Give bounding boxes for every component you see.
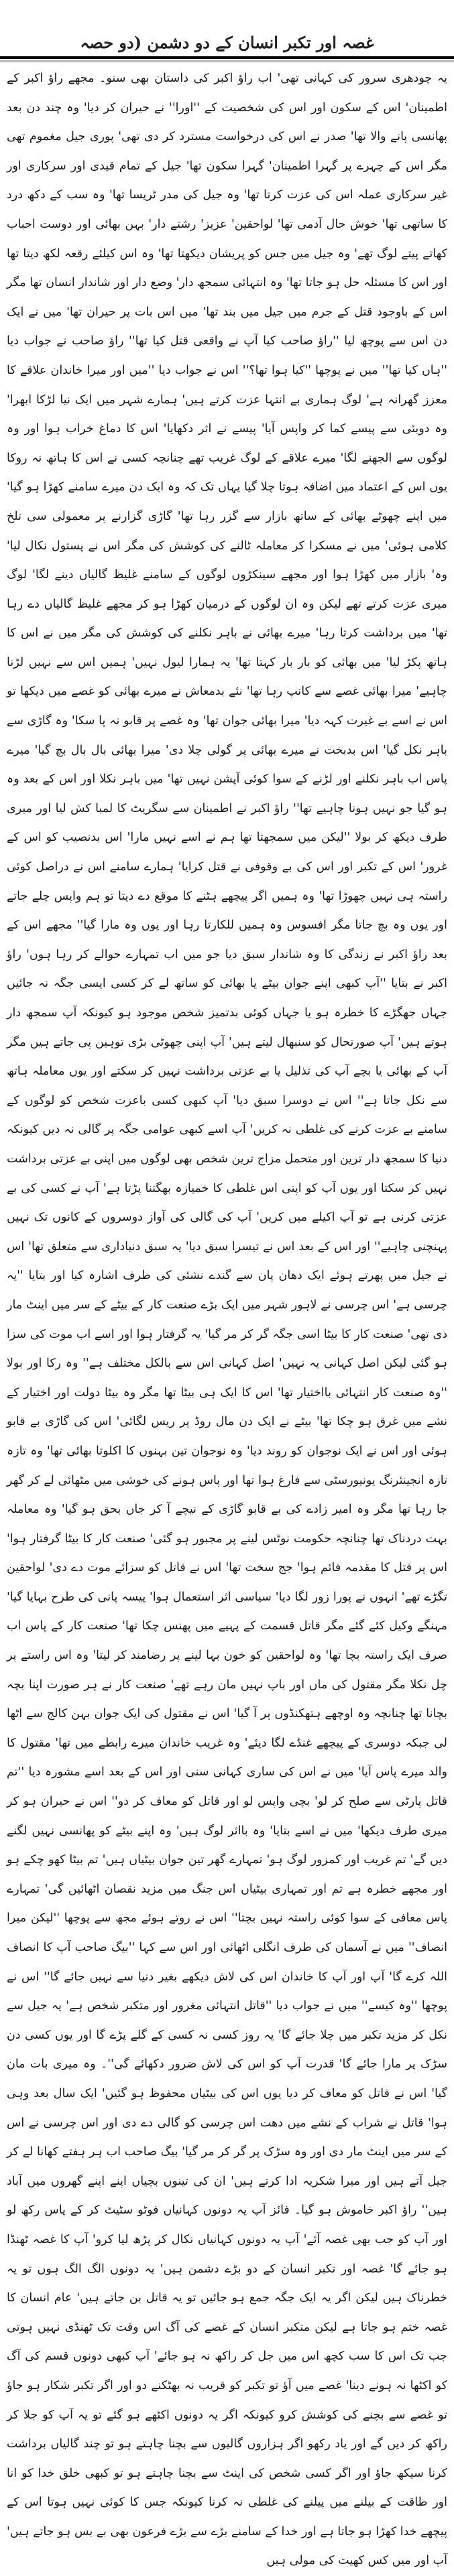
article-body [7,64,447,2568]
article-title: غصہ اور تکبر انسان کے دو دشمن (دو حصہ [80,33,374,53]
article-paragraph: یہ چودھری سرور کی کہانی تھی' اب راؤ اکبر کی داستان بھی سنو۔ مجھے راؤ اکبر کے اطمینان' اس کے سکون اور اس کی شخصیت کے ''اورا'' نے حیران کر دیا' وہ چند دن بعد پھانسی پانے والا تھا' صدر نے اس کی درخواست مسترد کر دی تھی' پوری جیل مغموم تھی مگر اس کے چہرے پر گہرا اطمینان' گہرا سکون تھا' جیل کے تمام قیدی اور سرکاری اور غیر سرکاری عملہ اس کی عزت کرتا تھا' وہ جیل کی مدر ٹریسا تھا' وہ سب کے دکھ درد کا ساتھی تھا' خوش حال آدمی تھا' لواحقین' عزیز' رشتے دار' بہن بھائی اور دوست احباب کھاتے پیتے لوگ تھے' وہ جیل میں جس کو پریشان دیکھتا تھا' وہ اس کیلئے رقعہ لکھ دیتا تھا اور اس کا مسئلہ حل ہو جاتا تھا' وہ انتہائی سمجھ دار' وضع دار اور شاندار انسان تھا مگر اس کے باوجود قتل کے جرم میں جیل میں بند تھا' میں اس بات پر حیران تھا' میں نے ایک دن اس سے پوچھ لیا ''راؤ صاحب کیا آپ نے واقعی قتل کیا تھا'' راؤ صاحب نے جواب دیا ''ہاں کیا تھا'' میں نے پوچھا ''کیا ہوا تھا؟'' اس نے جواب دیا ''میں اور میرا خاندان علاقے کا معزز گھرانہ ہے' لوگ ہماری بے انتہا عزت کرتے ہیں' ہمارے شہر میں ایک نیا لڑکا ابھرا' وہ دوبئی سے پیسے کما کر واپس آیا' پیسے نے اثر دکھایا' اس کا دماغ خراب ہوا اور وہ لوگوں سے الجھنے لگا' میرے علاقے کے لوگ غریب تھے چنانچہ کسی نے اس کا ہاتھ نہ روکا یوں اس کے اعتماد میں اضافہ ہوتا چلا گیا یہاں تک کہ وہ ایک دن میرے سامنے کھڑا ہو گیا' میں اپنے چھوٹے بھائی کے ساتھ بازار سے گزر رہا تھا' گاڑی گزارنے پر معمولی سی تلخ کلامی ہوئی' میں نے مسکرا کر معاملہ ٹالنے کی کوشش کی مگر اس نے پستول نکال لیا' وہ' بازار میں کھڑا ہوا اور مجھے سینکڑوں لوگوں کے سامنے غلیظ گالیاں دینے لگا' لوگ میری عزت کرتے تھے لیکن وہ ان لوگوں کے درمیان کھڑا ہو کر مجھے غلیظ گالیاں دے رہا تھا' میں برداشت کرتا رہا' میرے بھائی نے باہر نکلنے کی کوشش کی مگر میں نے اس کا ہاتھ پکڑ لیا' میں بھائی کو بار بار کہتا تھا' یہ ہمارا لیول نہیں' ہمیں اس سے نہیں لڑنا چاہیے' میرا بھائی غصے سے کانپ رہا تھا' نئے بدمعاش نے میرے بھائی کو غصے میں دیکھا تو اس نے اسے بے غیرت کہہ دیا' میرا بھائی جوان تھا' وہ غصے پر قابو نہ پا سکا' وہ گاڑی سے باہر نکل گیا' اس بدبخت نے میرے بھائی پر گولی چلا دی' میرا بھائی بال بال بچ گیا' میرے پاس اب باہر نکلنے اور لڑنے کے سوا کوئی آپشن نہیں تھا' میں باہر نکلا اور اس کے بعد وہ ہو گیا جو نہیں ہونا چاہیے تھا'' راؤ اکبر نے اطمینان سے سگریٹ کا لمبا کش لیا اور میری طرف دیکھ کر بولا ''لیکن میں سمجھتا تھا ہم نے اسے نہیں مارا' اس بدنصیب کو اس کے غرور' اس کے تکبر اور اس کی بے وقوفی نے قتل کرایا' ہمارے سامنے اس نے دراصل کوئی راستہ ہی نہیں چھوڑا تھا' وہ ہمیں اگر پیچھے ہٹنے کا موقع دے دیتا تو ہم واپس چلے جاتے اور یوں وہ بچ جاتا مگر افسوس وہ ہمیں للکارتا رہا اور یوں وہ مارا گیا'' مجھے اس کے بعد راؤ اکبر نے زندگی کا وہ شاندار سبق دیا جو میں اب تمہارے حوالے کر رہا ہوں' راؤ اکبر نے بتایا ''آپ کبھی اپنے جوان بیٹے یا بھائی کو ساتھ لے کر کسی ایسی جگہ نہ جائیں جہاں جھگڑے کا خطرہ ہو یا جہاں کوئی بدتمیز شخص موجود ہو کیونکہ آپ سمجھ دار ہوتے ہیں' آپ صورتحال کو سنبھال لیتے ہیں' آپ اپنی چھوٹی بڑی توہین پی جاتے ہیں مگر آپ کے بھائی یا بچے آپ کی تذلیل یا بے عزتی برداشت نہیں کر سکتے اور یوں معاملہ ہاتھ سے نکل جاتا ہے'' اس نے دوسرا سبق دیا' آپ کبھی کسی باعزت شخص کو لوگوں کے سامنے بے عزت کرنے کی غلطی نہ کریں' آپ اسے کبھی عوامی جگہ پر گالی نہ دیں کیونکہ دنیا کا سمجھ دار ترین اور متحمل مزاج ترین شخص بھی لوگوں میں اپنی بے عزتی برداشت نہیں کر سکتا اور یوں آپ کو اپنی اس غلطی کا خمیازہ بھگتنا پڑتا ہے' آپ نے کسی کی بے عزتی کرنی ہے تو آپ اکیلے میں کریں' آپ کی گالی کی آواز دوسروں کے کانوں تک نہیں پہنچنی چاہیے'' اور اس کے بعد اس نے تیسرا سبق دیا' یہ سبق دنیاداری سے متعلق تھا' اس نے جیل میں پھرتے ہوئے ایک دھان پان سے گندے نشئی کی طرف اشارہ کیا اور بتایا ''یہ چرسی ہے' اس چرسی نے لاہور شہر میں ایک بڑے صنعت کار کے بیٹے کے سر میں اینٹ مار دی تھی' صنعت کار کا بیٹا اسی جگہ گر کر مر گیا' یہ گرفتار ہوا اور اسے اب موت کی سزا ہو گئی لیکن اصل کہانی یہ نہیں' اصل کہانی اس سے بالکل مختلف ہے'' وہ رکا اور بولا ''وہ صنعت کار انتہائی بااختیار تھا' اس کا ایک ہی بیٹا تھا مگر وہ بیٹا دولت اور اختیار کے نشے میں غرق ہو چکا تھا' بیٹے نے ایک دن مال روڈ پر ریس لگائی' اس کی گاڑی بے قابو ہوئی اور اس نے ایک نوجوان کو روند دیا' وہ نوجوان تین بہنوں کا اکلوتا بھائی تھا' وہ تازہ تازہ انجینئرنگ یونیورسٹی سے فارغ ہوا تھا اور پاس ہونے کی خوشی میں مٹھائی لے کر گھر جا رہا تھا مگر وہ امیر زادے کی بے قابو گاڑی کے نیچے آ کر جاں بحق ہو گیا' وہ معاملہ بہت دردناک تھا چنانچہ حکومت نوٹس لینے پر مجبور ہو گئی' صنعت کار کا بیٹا گرفتار ہوا' اس پر قتل کا مقدمہ قائم ہوا' جج سخت تھا' اس نے قاتل کو سزائے موت دے دی' لواحقین تگڑے تھے' انہوں نے پورا زور لگا دیا' سیاسی اثر استعمال ہوا' پیسہ پانی کی طرح بہایا گیا' مہنگے وکیل کئے گئے مگر قاتل قسمت کے پہیے میں پھنس چکا تھا' صنعت کار کے پاس اب صرف ایک راستہ بچا تھا' وہ لواحقین کو خون بہا لینے پر رضامند کر لیتا' وہ اس راستے پر چل نکلا مگر مقتول کی ماں اور باپ نہیں مان رہے تھے' صنعت کار نے ہر صورت اپنا بچہ بچانا تھا چنانچہ وہ اوچھے ہتھکنڈوں پر آ گیا' اس نے مقتول کی ایک جوان بہن کالج سے اٹھا لی جبکہ دوسری کے پیچھے غنڈے لگا دیئے' وہ غریب خاندان میرے رابطے میں تھا' مقتول کا والد میرے پاس آیا' میں نے اس کی ساری کہانی سنی اور اس کے بعد اسے مشورہ دیا ''تم قاتل پارٹی سے صلح کر لو' بچی واپس لو اور قاتل کو معاف کر دو'' اس نے حیران ہو کر میری طرف دیکھا' میں نے اسے بتایا' وہ بااثر لوگ ہیں' وہ اپنے بیٹے کو پھانسی نہیں لگنے دیں گے' تم غریب اور کمزور لوگ ہو' تمہارے گھر تین جوان بیٹیاں ہیں' تم بیٹا کھو چکے ہو اور مجھے خطرہ ہے تم اور تمہاری بیٹیاں اس جنگ میں مزید نقصان اٹھائیں گی' تمہارے پاس معافی کے سوا کوئی راستہ نہیں بچتا'' اس نے روتے ہوئے مجھ سے پوچھا ''لیکن میرا انصاف'' میں نے آسمان کی طرف انگلی اٹھائی اور اس سے کہا ''بیگ صاحب آپ کا انصاف اللہ کرے گا' آپ اور آپ کا خاندان اس کی لاش دیکھے بغیر دنیا سے نہیں جائے گا'' اس نے پوچھا ''وہ کیسے'' میں نے جواب دیا ''قاتل انتہائی مغرور اور متکبر شخص ہے' یہ جیل سے نکل کر مزید تکبر میں چلا جائے گا' یہ روز کسی نہ کسی کے گلے پڑے گا اور یوں کسی دن سڑک پر مارا جائے گا' قدرت آپ کو اس کی لاش ضرور دکھائے گی''۔ وہ میری بات مان گیا' اس نے قاتل کو معاف کر دیا یوں اس کی بیٹیاں محفوظ ہو گئیں' ایک سال بعد وہی ہوا' قاتل نے شراب کے نشے میں دھت اس چرسی کو گالی دے دی اور اس چرسی نے اس کے سر میں اینٹ مار دی اور وہ سڑک پر گر کر مر گیا' بیگ صاحب اب ہر ہفتے کھانا لے کر جیل آتے ہیں اور میرا شکریہ ادا کرتے ہیں' ان کی تینوں بچیاں اپنے اپنے گھروں میں آباد ہیں'' راؤ اکبر خاموش ہو گیا۔ فائز آپ یہ دونوں کہانیاں فوٹو سٹیٹ کر کے پاس رکھ لو اور آپ کو جب بھی غصہ آئے' آپ یہ دونوں کہانیاں نکال کر پڑھ لیا کرو' آپ کا غصہ ٹھنڈا ہو جائے گا' غصہ اور تکبر انسان کے دو بڑے دشمن ہیں' یہ دونوں الگ الگ ہوں تو یہ خطرناک ہیں لیکن اگر یہ ایک جگہ جمع ہو جائیں تو یہ قاتل بن جاتے ہیں' عام انسان کا غصہ ختم ہو جاتا ہے لیکن متکبر انسان کے غصے کی آگ اس وقت تک ٹھنڈی نہیں ہوتی جب تک اس کا سب کچھ اس میں جل کر راکھ نہ ہو جائے' آپ کبھی دونوں قسم کی آگ کو اکٹھا نہ ہونے دینا' غصے میں آؤ تو تکبر کو قریب نہ بھٹکنے دو اور اگر تکبر شکار ہو جاؤ تو غصے سے بچنے کی کوشش کرو کیونکہ اگر یہ دونوں اکٹھے ہو گئے تو یہ آپ کو جلا کر راکھ کر دیں گے اور یاد رکھو اگر ہزاروں گالیوں سے بچنا چاہتے ہو تو چند گالیاں برداشت کرنا سیکھ جاؤ اور اگر کسی شخص کی اینٹ سے بچنا چاہتے ہو تو کبھی خلق خدا کو انا اور طاقت کے بیلنے میں پیلنے کی غلطی نہ کرنا کیونکہ جس کا کوئی نہیں ہوتا اس کے پیچھے خدا کھڑا ہو جاتا ہے اور خدا کے سامنے بڑے سے بڑے فرعون بھی بے بس ہو جاتے ہیں' آپ اور میں کس کھیت کی مولی ہیں [7,72,447,2568]
title-divider-thick [0,56,454,59]
title-divider-thin [0,60,454,62]
